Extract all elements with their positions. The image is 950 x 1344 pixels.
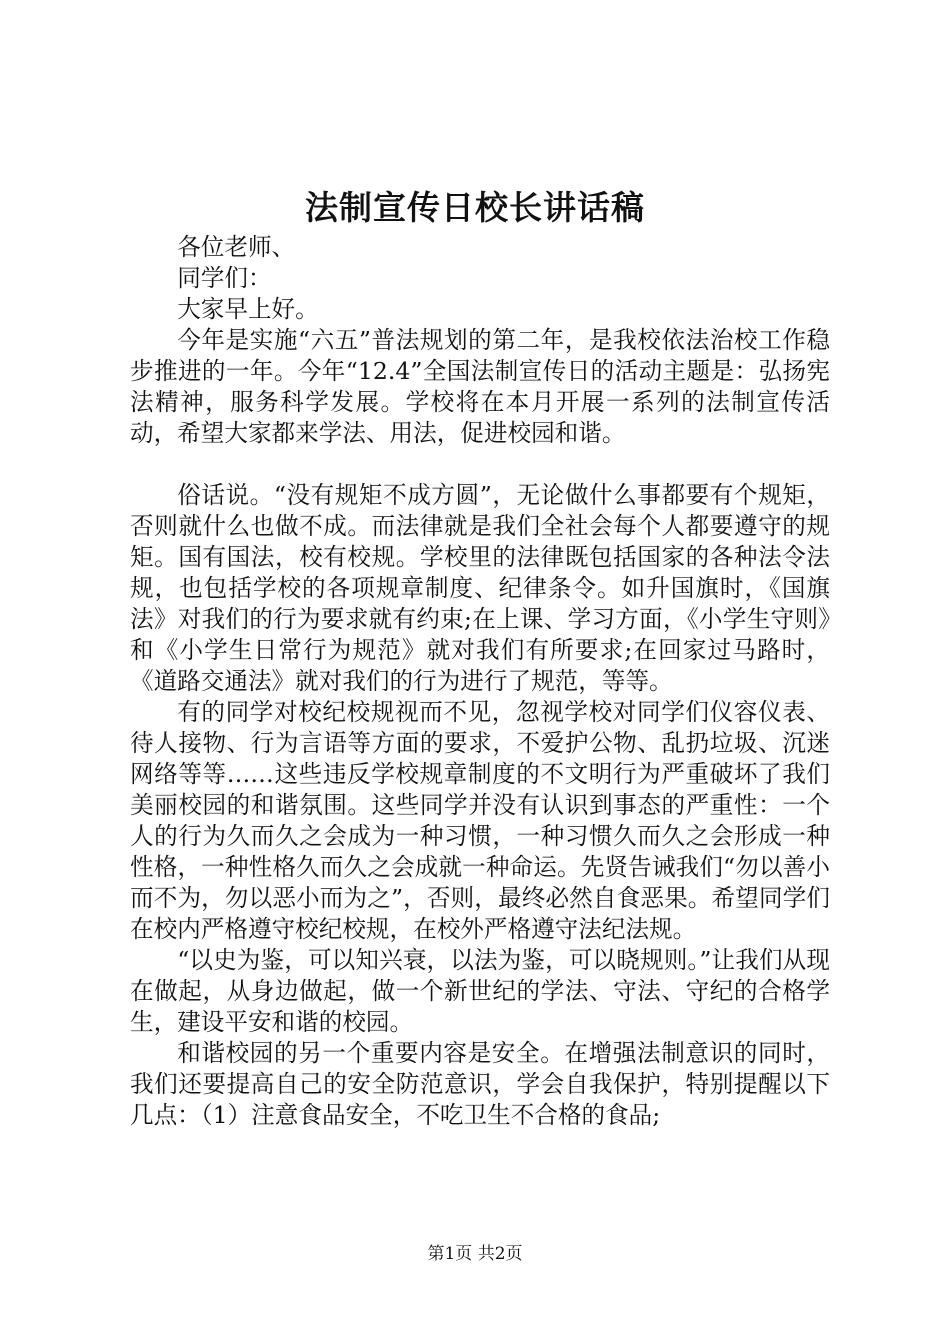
greeting: 大家早上好。 <box>177 295 319 323</box>
paragraph-violations: 有的同学对校纪校规视而不见，忽视学校对同学们仪容仪表、待人接物、行为言语等方面的要求，不爱护公物、乱扔垃圾、沉迷网络等等……这些违反学校规章制度的不文明行为严重破坏了我们美丽校园的和谐氛围。这些同学并没有认识到事态的严重性：一个人的行为久而久之会成为一种习惯，一种习惯久而久之会形成一种性格，一种性格久而久之会成就一种命运。先贤告诫我们“勿以善小而不为，勿以恶小而为之”，否则，最终必然自食恶果。希望同学们在校内严格遵守校纪校规，在校外严格遵守法纪法规。 <box>130 698 830 943</box>
paragraph-history-quote: “以史为鉴，可以知兴衰，以法为鉴，可以晓规则。”让我们从现在做起，从身边做起，做一个新世纪的学法、守法、守纪的合格学生，建设平安和谐的校园。 <box>130 946 830 1036</box>
document-title: 法制宣传日校长讲话稿 <box>305 188 645 227</box>
paragraph-intro: 今年是实施“六五”普法规划的第二年，是我校依法治校工作稳步推进的一年。今年“12.4”全国法制宣传日的活动主题是：弘扬宪法精神，服务科学发展。学校将在本月开展一系列的法制宣传活动，希望大家都来学法、用法，促进校园和谐。 <box>130 326 830 447</box>
document-body <box>130 232 830 1131</box>
paragraph-rules: 俗话说。“没有规矩不成方圆”，无论做什么事都要有个规矩，否则就什么也做不成。而法律就是我们全社会每个人都要遵守的规矩。国有国法，校有校规。学校里的法律既包括国家的各种法令法规，也包括学校的各项规章制度、纪律条令。如升国旗时，《国旗法》对我们的行为要求就有约束;在上课、学习方面，《小学生守则》和《小学生日常行为规范》就对我们有所要求;在回家过马路时，《道路交通法》就对我们的行为进行了规范，等等。 <box>130 481 830 695</box>
paragraph-safety: 和谐校园的另一个重要内容是安全。在增强法制意识的同时，我们还要提高自己的安全防范意识，学会自我保护，特别提醒以下几点：（1）注意食品安全，不吃卫生不合格的食品; <box>130 1039 830 1129</box>
salutation-students: 同学们： <box>177 264 272 292</box>
page-footer: 第1页 共2页 <box>427 1244 523 1264</box>
salutation-teachers: 各位老师、 <box>177 233 296 261</box>
